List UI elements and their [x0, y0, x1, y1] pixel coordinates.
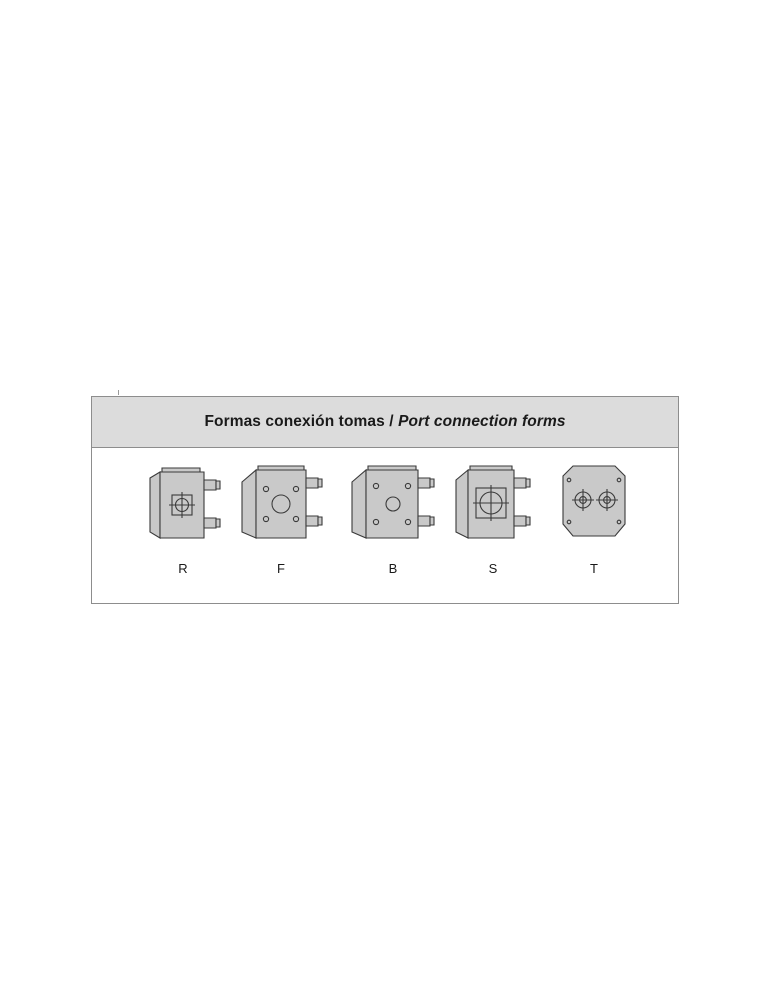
variant-b — [338, 456, 448, 596]
pump-body-four-bolt-flange-icon — [226, 456, 336, 556]
crop-tick-mark — [118, 390, 119, 395]
variant-s-label: S — [488, 561, 498, 576]
variant-b-label: B — [388, 561, 398, 576]
variant-r-label: R — [178, 561, 188, 576]
figure-title-separator: / — [389, 413, 394, 430]
figure-title-english: Port connection forms — [398, 413, 566, 430]
variant-s — [438, 456, 548, 596]
variant-r — [128, 456, 238, 596]
figure-title — [204, 413, 565, 431]
figure-body — [92, 448, 678, 604]
variant-t-label: T — [590, 561, 598, 576]
figure-header-bar — [92, 397, 678, 448]
port-connection-forms-figure — [91, 396, 679, 604]
pump-body-octagon-twin-port-icon — [539, 456, 649, 556]
pump-body-single-port-icon — [128, 456, 238, 556]
variant-f-label: F — [277, 561, 285, 576]
figure-title-spanish: Formas conexión tomas — [204, 413, 385, 430]
pump-body-large-port-icon — [438, 456, 548, 556]
variant-f — [226, 456, 336, 596]
pump-body-three-hole-icon — [338, 456, 448, 556]
variant-t — [539, 456, 649, 596]
